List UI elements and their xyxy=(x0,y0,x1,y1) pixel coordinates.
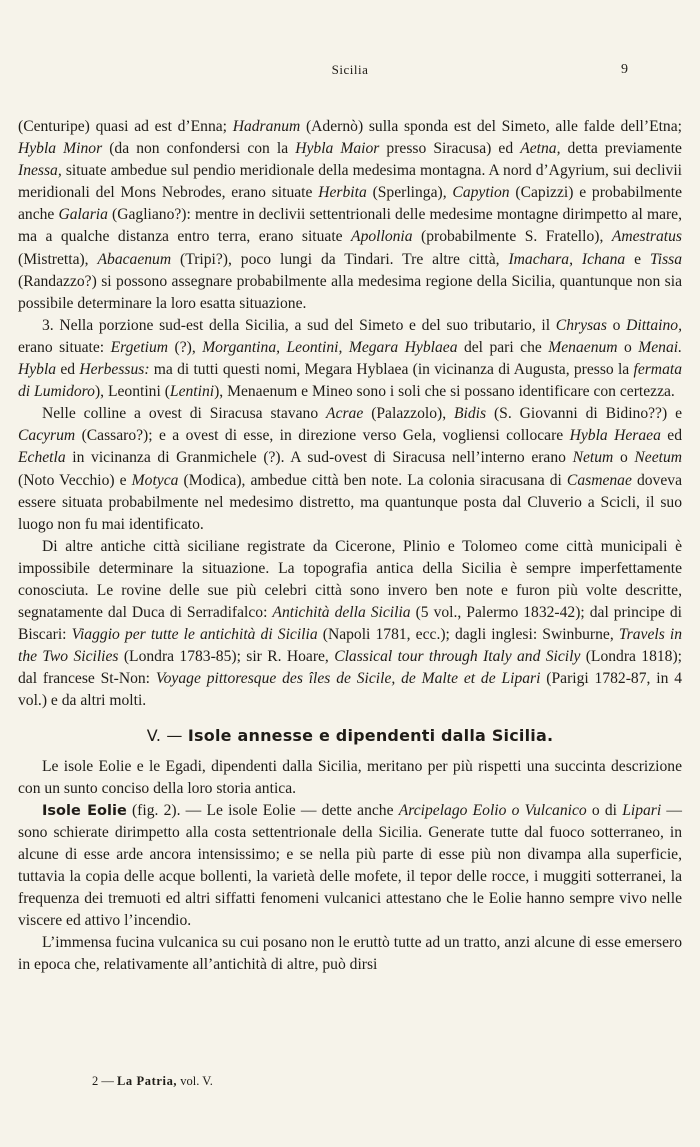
running-head xyxy=(0,62,700,82)
paragraph-3: Nelle colline a ovest di Siracusa stavano Acrae (Palazzolo), Bidis (S. Giovanni di Bidino??) e Cacyrum (Cassaro?); e a ovest di esse, in direzione verso Gela, vogliensi collocare Hybla Heraea ed Echetla in vicinanza di Granmichele (?). A sud-ovest di Siracusa nell’interno erano Netum o Neetum (Noto Vecchio) e Motyca (Modica), ambedue città ben note. La colonia siracusana di Casmenae doveva essere situata probabilmente nel medesimo distretto, ma quantunque posta dal Cluverio a Scicli, il suo luogo non fu mai identificato. xyxy=(18,405,683,533)
volume-label: vol. V. xyxy=(180,1074,213,1088)
lead-term: Isole Eolie xyxy=(42,802,127,819)
page-number: 9 xyxy=(621,62,628,77)
running-title: Sicilia xyxy=(331,62,369,77)
paragraph-1: (Centuripe) quasi ad est d’Enna; Hadranum (Adernò) sulla sponda est del Simeto, alle falde dell’Etna; Hybla Minor (da non confondersi con la Hybla Maior presso Siracusa) ed Aetna, detta previamente Inessa, situate ambedue sul pendio meridionale della medesima montagna. A nord d’Agyrium, sui declivii meridionali del Mons Nebrodes, erano situate Herbita (Sperlinga), Capytion (Capizzi) e probabilmente anche Galaria (Gagliano?): mentre in declivii settentrionali delle medesime montagne dirimpetto al mare, ma a qualche distanza entro terra, erano situate Apollonia (probabilmente S. Fratello), Amestratus (Mistretta), Abacaenum (Tripi?), poco lungi da Tindari. Tre altre città, Imachara, Ichana e Tissa (Randazzo?) si possono assegnare probabilmente alla medesima regione della Sicilia, quantunque non sia possibile determinare la loro esatta situazione. xyxy=(18,118,683,312)
section-title: Isole annesse e dipendenti dalla Sicilia. xyxy=(187,725,554,745)
body-text xyxy=(18,116,682,977)
section-heading xyxy=(18,725,682,747)
section-number: V. — xyxy=(146,725,183,745)
publication-title: La Patria, xyxy=(117,1074,178,1088)
paragraph-5: Le isole Eolie e le Egadi, dipendenti dalla Sicilia, meritano per più rispetti una succinta descrizione con un sunto conciso della loro storia antica. xyxy=(18,757,682,797)
printer-signature: 2 — La Patria, vol. V. xyxy=(92,1074,213,1088)
paragraph-6: Isole Eolie (fig. 2). — Le isole Eolie — dette anche Arcipelago Eolio o Vulcanico o di Lipari — sono schierate dirimpetto alla costa settentrionale della Sicilia. Generate tutte dal fuoco sotterraneo, in alcune di esse arde ancora intensissimo; e se nella più parte di esse più non divampa alla superficie, tuttavia la copia delle acque bollenti, la varietà delle mofete, il tepor delle rocce, i muggiti sotterranei, la frequenza dei tremuoti ed altri siffatti fenomeni vulcanici attestano che le Eolie hanno sempre vivo nelle viscere ed attivo l’incendio. xyxy=(18,801,682,930)
paragraph-7: L’immensa fucina vulcanica su cui posano non le eruttò tutte ad un tratto, anzi alcune di esse emersero in epoca che, relativamente all’antichità di altre, può dirsi xyxy=(18,934,682,974)
paragraph-4: Di altre antiche città siciliane registrate da Cicerone, Plinio e Tolomeo come città municipali è impossibile determinare la situazione. La topografia antica della Sicilia è sempre imperfettamente conosciuta. Le rovine delle sue più celebri città sono invero ben note e furon più volte descritte, segnatamente dal Duca di Serradifalco: Antichità della Sicilia (5 vol., Palermo 1832-42); dal principe di Biscari: Viaggio per tutte le antichità di Sicilia (Napoli 1781, ecc.); dagli inglesi: Swinburne, Travels in the Two Sicilies (Londra 1783-85); sir R. Hoare, Classical tour through Italy and Sicily (Londra 1818); dal francese St-Non: Voyage pittoresque des îles de Sicile, de Malte et de Lipari (Parigi 1782-87, in 4 vol.) e da altri molti. xyxy=(18,537,683,710)
paragraph-2: 3. Nella porzione sud-est della Sicilia, a sud del Simeto e del suo tributario, il Chrysas o Dittaino, erano situate: Ergetium (?), Morgantina, Leontini, Megara Hyblaea del pari che Menaenum o Menai. Hybla ed Herbessus: ma di tutti questi nomi, Megara Hyblaea (in vicinanza di Augusta, presso la fermata di Lumidoro), Leontini (Lentini), Menaenum e Mineo sono i soli che si possano identificare con certezza. xyxy=(18,316,683,401)
